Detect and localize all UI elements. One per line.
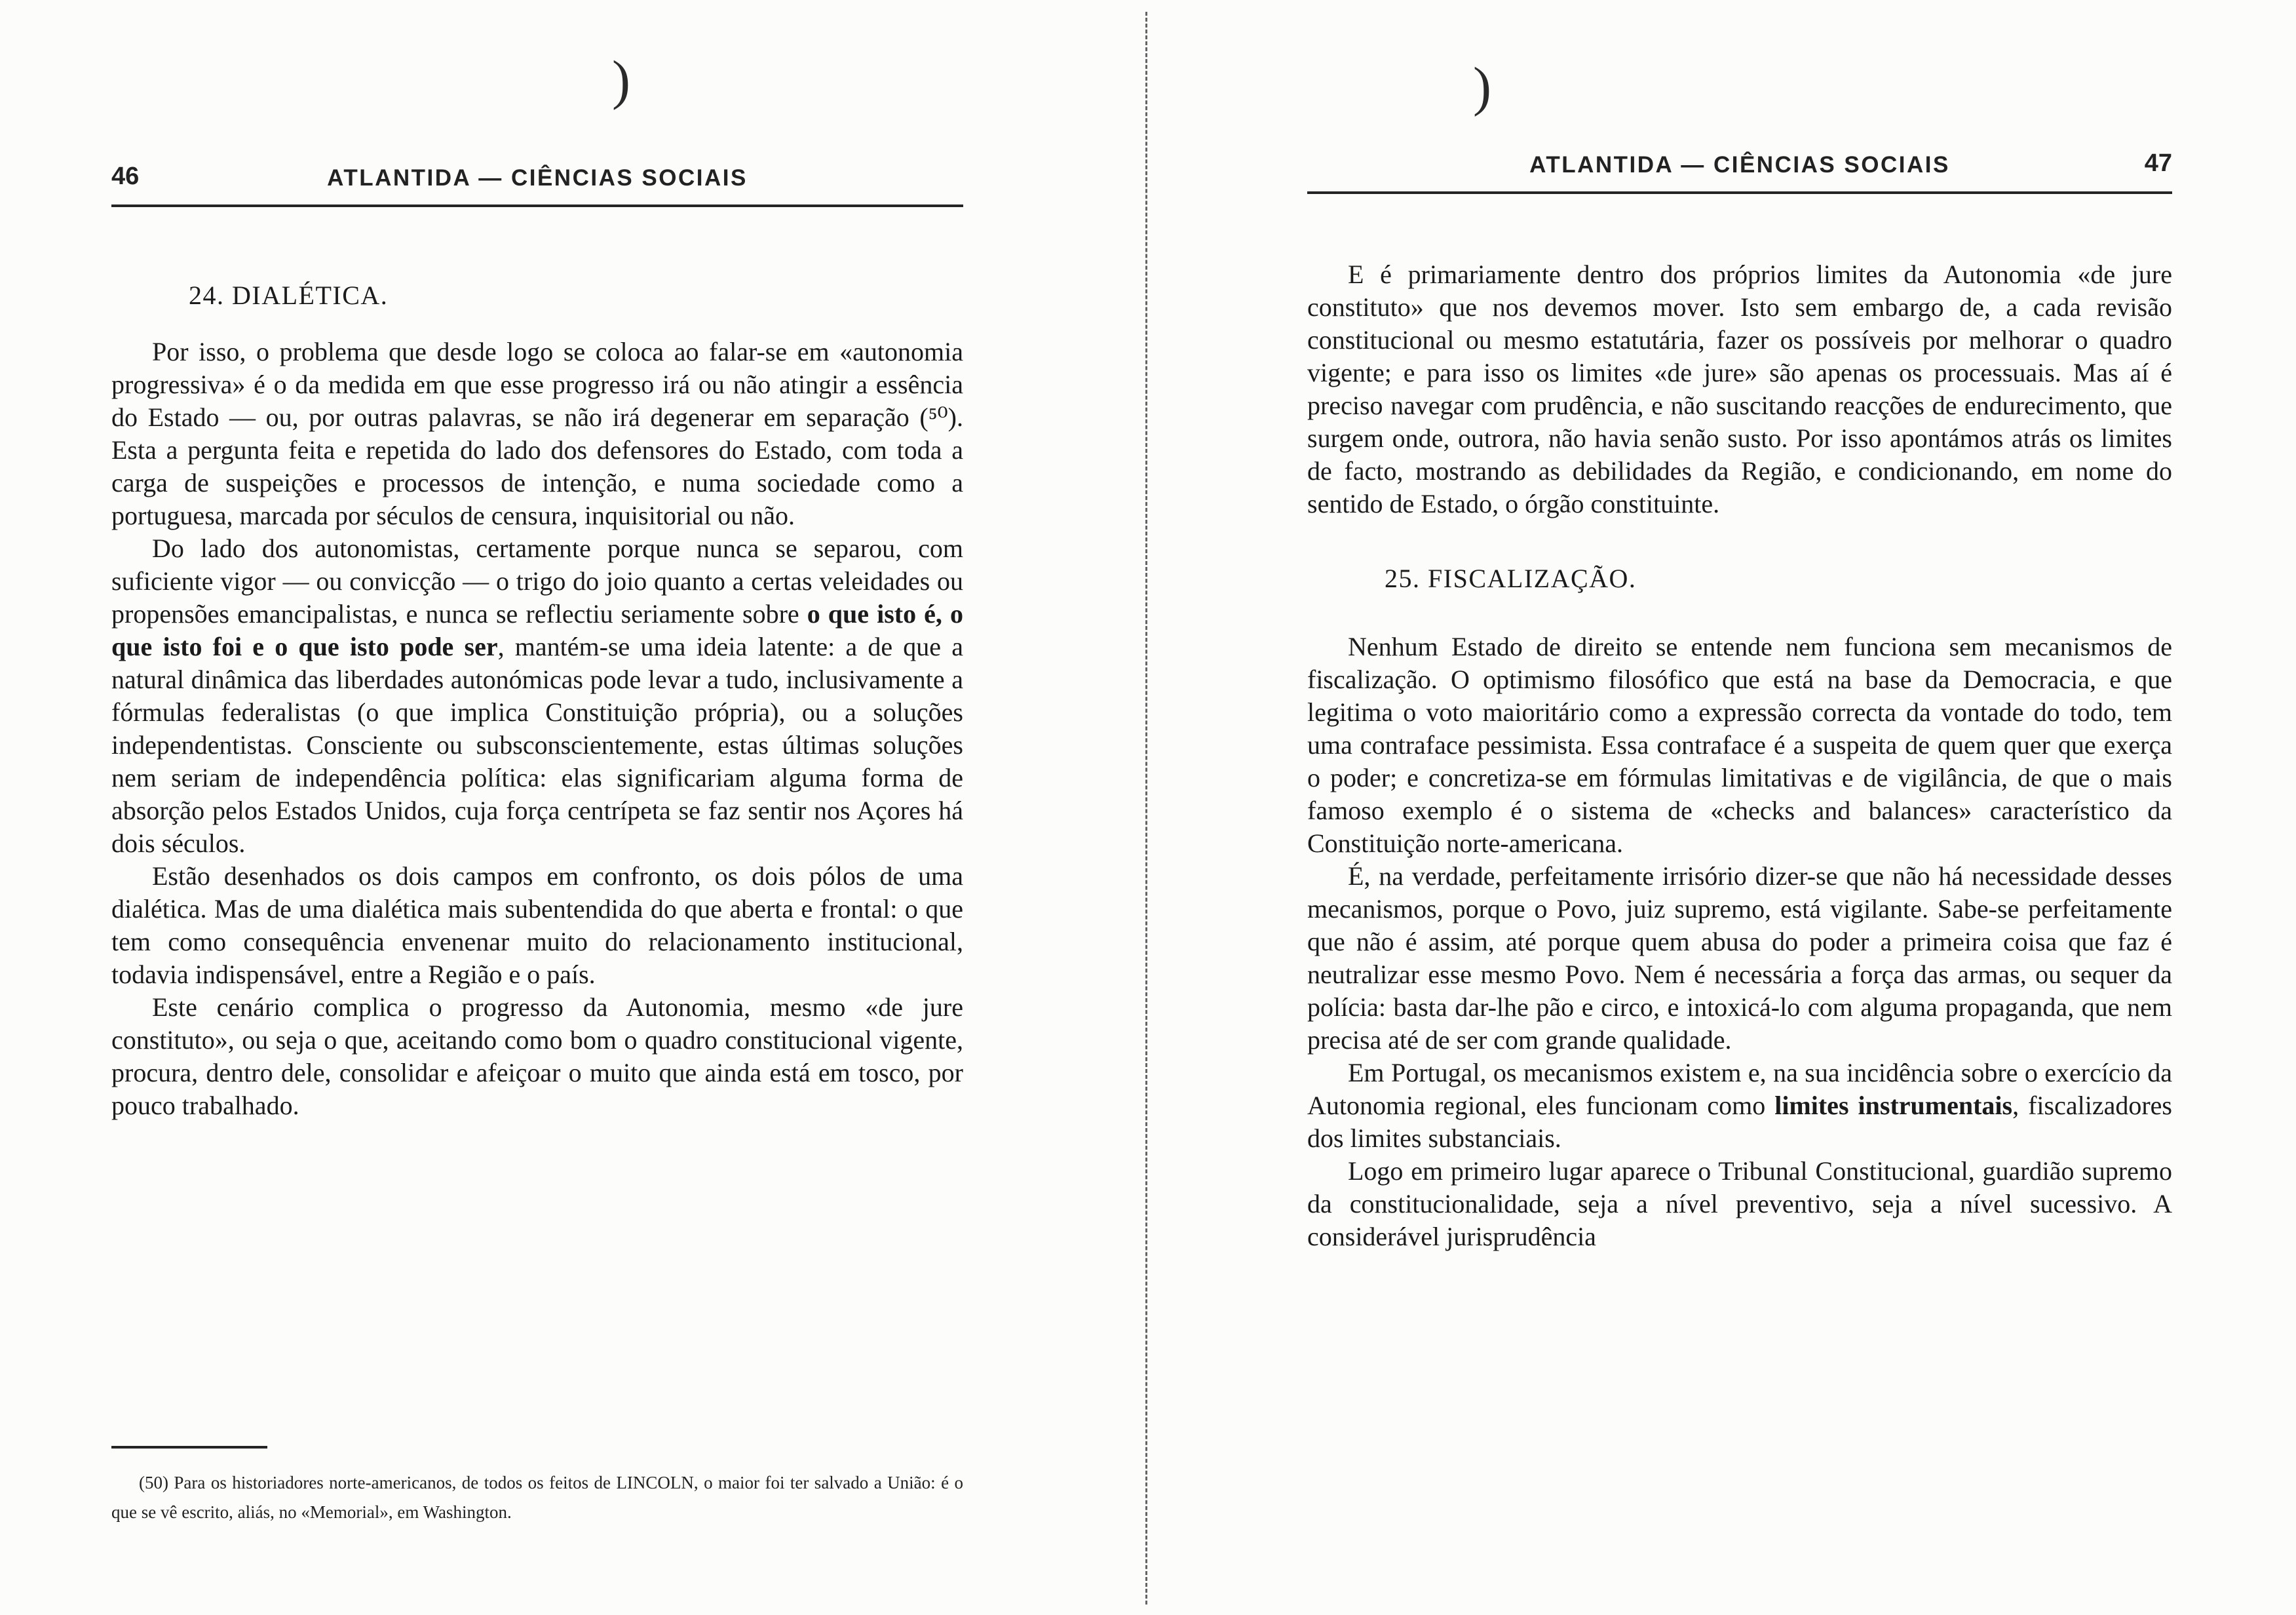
page-header-right [1307,149,2172,184]
header-rule-left [111,204,963,207]
page-number-left: 46 [111,163,140,190]
stray-paren-mark-left: ) [612,50,630,111]
header-rule-right [1307,191,2172,194]
paragraph: Em Portugal, os mecanismos existem e, na sua incidência sobre o exercício da Autonomia regional, eles funcionam como limites instrumentais, fiscalizadores dos limites substanciais. [1307,1058,2172,1153]
footnote-rule [111,1446,267,1449]
paragraph: Por isso, o problema que desde logo se coloca ao falar-se em «autonomia progressiva» é o da medida em que esse progresso irá ou não atingir a essência do Estado — ou, por outras palavras, se não irá degenerar em separação (⁵⁰). Esta a pergunta feita e repetida do lado dos defensores do Estado, com toda a carga de suspeições e processos de intenção, e numa sociedade como a portuguesa, marcada por séculos de censura, inquisitorial ou não. [111,337,963,530]
paragraph: É, na verdade, perfeitamente irrisório dizer-se que não há necessidade desses mecanismos, porque o Povo, juiz supremo, está vigilante. Sabe-se perfeitamente que não é assim, até porque quem abusa do poder a primeira coisa que faz é neutralizar esse mesmo Povo. Nem é necessária a força das armas, ou sequer da polícia: basta dar-lhe pão e circo, e intoxicá-lo com alguma propaganda, que nem precisa até de ser com grande qualidade. [1307,861,2172,1055]
paragraph: Nenhum Estado de direito se entende nem funciona sem mecanismos de fiscalização. O optimismo filosófico que está na base da Democracia, e que legitima o voto maioritário como a expressão correcta da vontade do todo, tem uma contraface pessimista. Essa contraface é a suspeita de quem quer que exerça o poder; e concretiza-se em fórmulas limitativas e de vigilância, de que o mais famoso exemplo é o sistema de «checks and balances» característico da Constituição norte-americana. [1307,632,2172,858]
paragraph: E é primariamente dentro dos próprios limites da Autonomia «de jure constituto» que nos devemos mover. Isto sem embargo de, a cada revisão constitucional ou mesmo estatutária, fazer os possíveis por melhorar o quadro vigente; e para isso os limites «de jure» são apenas os processuais. Mas aí é preciso navegar com prudência, e não suscitando reacções de endurecimento, que surgem onde, outrora, não havia senão susto. Por isso apontámos atrás os limites de facto, mostrando as debilidades da Região, e condicionando, em nome do sentido de Estado, o órgão constituinte. [1307,260,2172,518]
page-body-right [1307,258,2172,1253]
running-title-left: ATLANTIDA — CIÊNCIAS SOCIAIS [327,165,748,191]
footnote-50: (50) Para os historiadores norte-americanos, de todos os feitos de LINCOLN, o maior foi ter salvado a União: é o que se vê escrito, aliás, no «Memorial», em Washington. [111,1473,963,1522]
page-number-right: 47 [2144,149,2172,177]
page-fold-divider [1145,12,1147,1605]
paragraph: Este cenário complica o progresso da Autonomia, mesmo «de jure constituto», ou seja o que, aceitando como bom o quadro constitucional vigente, procura, dentro dele, consolidar e afeiçoar o muito que ainda está em tosco, por pouco trabalhado. [111,992,963,1120]
running-title-right: ATLANTIDA — CIÊNCIAS SOCIAIS [1529,152,1950,178]
paragraph: Logo em primeiro lugar aparece o Tribunal Constitucional, guardião supremo da constitucionalidade, seja a nível preventivo, seja a nível sucessivo. A considerável jurisprudência [1307,1156,2172,1251]
page-body-left [111,279,963,1122]
paragraph: Do lado dos autonomistas, certamente porque nunca se separou, com suficiente vigor — ou convicção — o trigo do joio quanto a certas veleidades ou propensões emancipalistas, e nunca se reflectiu seriamente sobre o que isto é, o que isto foi e o que isto pode ser, mantém-se uma ideia latente: a de que a natural dinâmica das liberdades autonómicas pode levar a tudo, inclusivamente a fórmulas federalistas (o que implica Constituição própria), ou a soluções independentistas. Consciente ou subsconscientemente, estas últimas soluções nem seriam de independência política: elas significariam alguma forma de absorção pelos Estados Unidos, cuja força centrípeta se faz sentir nos Açores há dois séculos. [111,534,964,858]
page-header-left [111,163,963,197]
section-heading-dialetica: 24. DIALÉTICA. [189,281,389,310]
footnote-block [111,1446,963,1527]
stray-paren-mark-right: ) [1473,56,1491,117]
section-heading-fiscalizacao: 25. FISCALIZAÇÃO. [1385,564,1637,593]
page-left [111,163,963,1591]
paragraph: Estão desenhados os dois campos em confronto, os dois pólos de uma dialética. Mas de uma dialética mais subentendida do que aberta e frontal: o que tem como consequência envenenar muito do relacionamento institucional, todavia indispensável, entre a Região e o país. [111,861,963,989]
page-right [1307,149,2172,1598]
